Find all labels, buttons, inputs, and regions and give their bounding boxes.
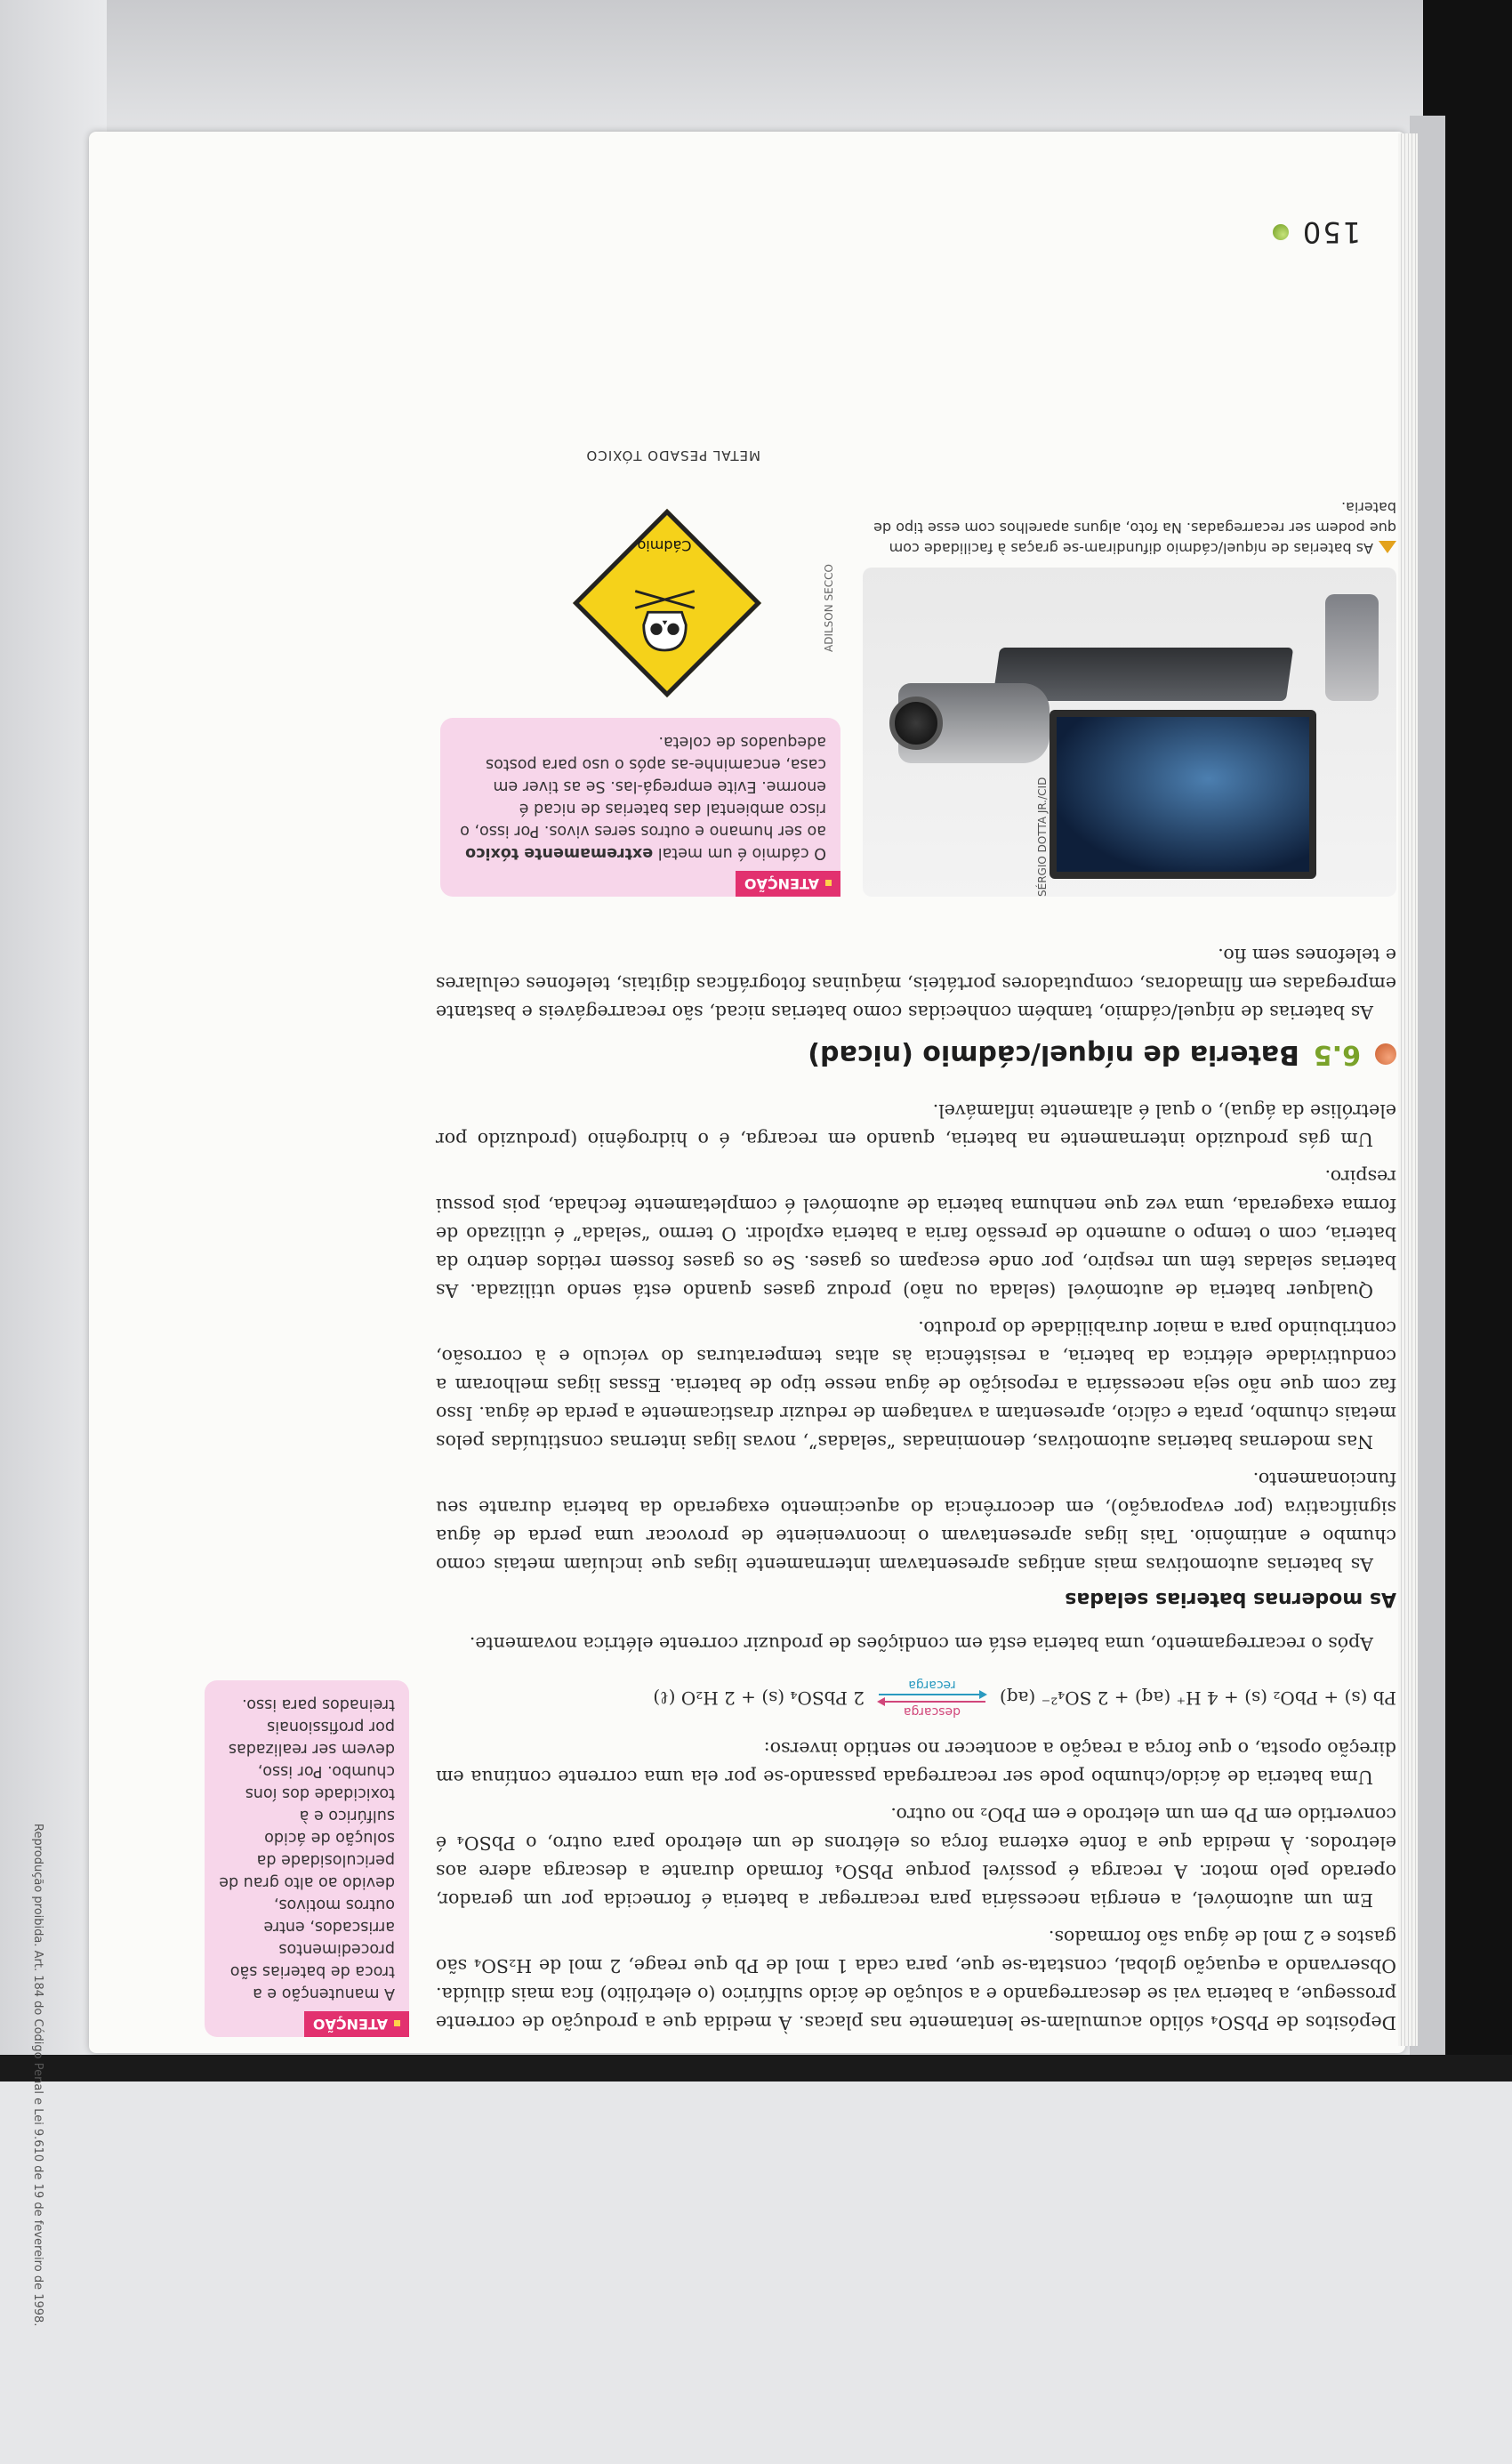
- section-heading: [436, 1039, 1396, 1070]
- caption-triangle-icon: [1379, 542, 1396, 554]
- attention-text-cadmium: O cádmio é um metal extremamente tóxico ao ser humano e outros seres vivos. Por isso, o risco ambiental das baterias de nicad é enorme. Evite empregá-las. Se as tiver em casa, encaminhe-as após o uso para postos adequados de coleta.: [460, 733, 826, 862]
- hazard-caption: METAL PESADO TÓXICO: [585, 447, 760, 463]
- paragraph-nicad: As baterias de níquel/cádmio, também conhecidas como baterias nicad, são recarregáveis e bastante empregadas em filmadoras, computadores portáteis, máquinas fotográficas digitais, telefones celulares e telefones sem fio.: [436, 945, 1396, 1023]
- paragraph-recharge-current: Uma bateria de ácido/chumbo pode ser recarregada passando-se por ela uma corrente contínua em direção oposta, o que força a reação a acontecer no sentido inverso:: [436, 1738, 1396, 1788]
- skull-crossbones-icon: [623, 572, 707, 661]
- scan-background-top: [0, 0, 1512, 133]
- equation-reactants: Pb (s) + PbO₂ (s) + 4 H⁺ (aq) + 2 SO₄²⁻ (aq): [999, 1687, 1396, 1709]
- nicad-devices-photo: [863, 568, 1396, 897]
- attention-box-maintenance: [205, 1680, 409, 2037]
- paragraph-recharge-generator: Em um automóvel, a energia necessária para recarregar a bateria é fornecida por um gerador, operado pelo motor. A recarga é possível porque PbSO₄ formado durante a descarga adere aos eletrodos. À medida que a fonte externa força os elétrons de um eletrodo para outro, o PbSO₄ é convertido em Pb em um eletrodo e em PbO₂ no outro.: [436, 1804, 1396, 1911]
- section-bullet-icon: [1375, 1044, 1396, 1066]
- margin-sidebar: [205, 1680, 409, 2037]
- attention-label: ATENÇÃO: [304, 2011, 409, 2037]
- photo-caption-text: As baterias de níquel/cádmio difundiram-se graças à facilidade com que podem ser recarregadas. Na foto, alguns aparelhos com esse tipo de bateria.: [873, 499, 1396, 557]
- page-folio: [1273, 215, 1361, 249]
- attention-text-maintenance: A manutenção e a troca de baterias são procedimentos arriscados, entre outros motivos, devido ao alto grau de periculosidade da solução de ácido sulfúrico e à toxicidade dos íons chumbo. Por isso, devem ser realizadas por profissionais treinados para isso.: [219, 1695, 395, 2002]
- paragraph-hydrogen: Um gás produzido internamente na bateria, quando em recarga, é o hidrogênio (produzido por eletrólise da água), o qual é altamente inflamável.: [436, 1100, 1396, 1150]
- section-title: Bateria de níquel/cádmio (nicad): [808, 1039, 1299, 1070]
- page-number: 150: [1300, 215, 1361, 249]
- equilibrium-arrow: [879, 1678, 985, 1719]
- arrow-label-recharge: recarga: [908, 1678, 956, 1692]
- page-stack-edge: [1398, 133, 1418, 2046]
- subheading-sealed-batteries: As modernas baterias seladas: [1065, 1588, 1396, 1610]
- cadmium-hazard-symbol: [440, 439, 840, 705]
- camera-lens-image: [889, 697, 943, 750]
- paragraph-modern-batteries: Nas modernas baterias automotivas, denominadas “seladas”, novas ligas internas constituídas pelos metais chumbo, prata e cálcio, apresentam a vantagem de reduzir drasticamente a perda de água. Isso faz com que não seja necessária a reposição de água nesse tipo de bateria. Essas ligas melhoram a condutividade elétrica da bateria, a resistência às altas temperaturas do veículo e à corrosão, contribuindo para a maior durabilidade do produto.: [436, 1317, 1396, 1453]
- illustration-credit: ADILSON SECCO: [823, 564, 835, 652]
- copyright-margin-note: Reprodução proibida. Art. 184 do Código Penal e Lei 9.610 de 19 de fevereiro de 1998.: [31, 1824, 44, 2327]
- paragraph-after-recharge: Após o recarregamento, uma bateria está em condições de produzir corrente elétrica novamente.: [469, 1633, 1373, 1655]
- nicad-illustrations: [436, 447, 1396, 932]
- paragraph-old-batteries: As baterias automotivas mais antigas apresentavam internamente ligas que incluíam metais como chumbo e antimônio. Tais ligas apresentavam o inconveniente de provocar uma perda de água significativa (por evaporação), em decorrência do aquecimento exagerado da bateria durante seu funcionamento.: [436, 1469, 1396, 1575]
- laptop-screen-image: [1050, 710, 1316, 879]
- cordless-phone-image: [1325, 594, 1379, 701]
- double-arrow-icon: [879, 1692, 985, 1704]
- page-content-rotated: [98, 142, 1396, 2037]
- warning-column: [440, 439, 840, 897]
- equation-products: 2 PbSO₄ (s) + 2 H₂O (ℓ): [653, 1687, 865, 1710]
- paragraph-gases: Qualquer bateria de automóvel (selada ou não) produz gases quando está sendo utilizada. As baterias seladas têm um respiro, por onde escapam os gases. Se os gases fossem retidos dentro da bateria, com o tempo o aumento de pressão faria a bateria explodir. O termo “selada” é utilizado de forma exagerada, uma vez que nenhuma bateria de automóvel é completamente fechada, pois possui respiro.: [436, 1166, 1396, 1301]
- hazard-label: Cádmio: [637, 537, 692, 554]
- attention-label: ATENÇÃO: [736, 871, 840, 897]
- main-column: [436, 447, 1396, 2037]
- folio-dot-icon: [1273, 224, 1289, 240]
- photo-credit: SÉRGIO DOTTA JR./CID: [1036, 777, 1049, 897]
- section-number: 6.5: [1313, 1039, 1361, 1070]
- photo-caption: [863, 497, 1396, 559]
- attention-box-cadmium: [440, 718, 840, 897]
- arrow-label-discharge: descarga: [903, 1704, 961, 1719]
- paragraph-pbso4-deposits: Depósitos de PbSO₄ sólido acumulam-se lentamente nas placas. À medida que a produção de corrente prossegue, a bateria vai se descarregando e a solução de ácido sulfúrico (o eletrólito) fica mais diluída. Observando a equação global, constata-se que, para cada 1 mol de Pb que reage, 2 mol de H₂SO₄ são gastos e 2 mol de água são formados.: [436, 1927, 1396, 2033]
- battery-reaction-equation: [436, 1678, 1396, 1719]
- scanner-bottom-edge: [0, 2055, 1512, 2082]
